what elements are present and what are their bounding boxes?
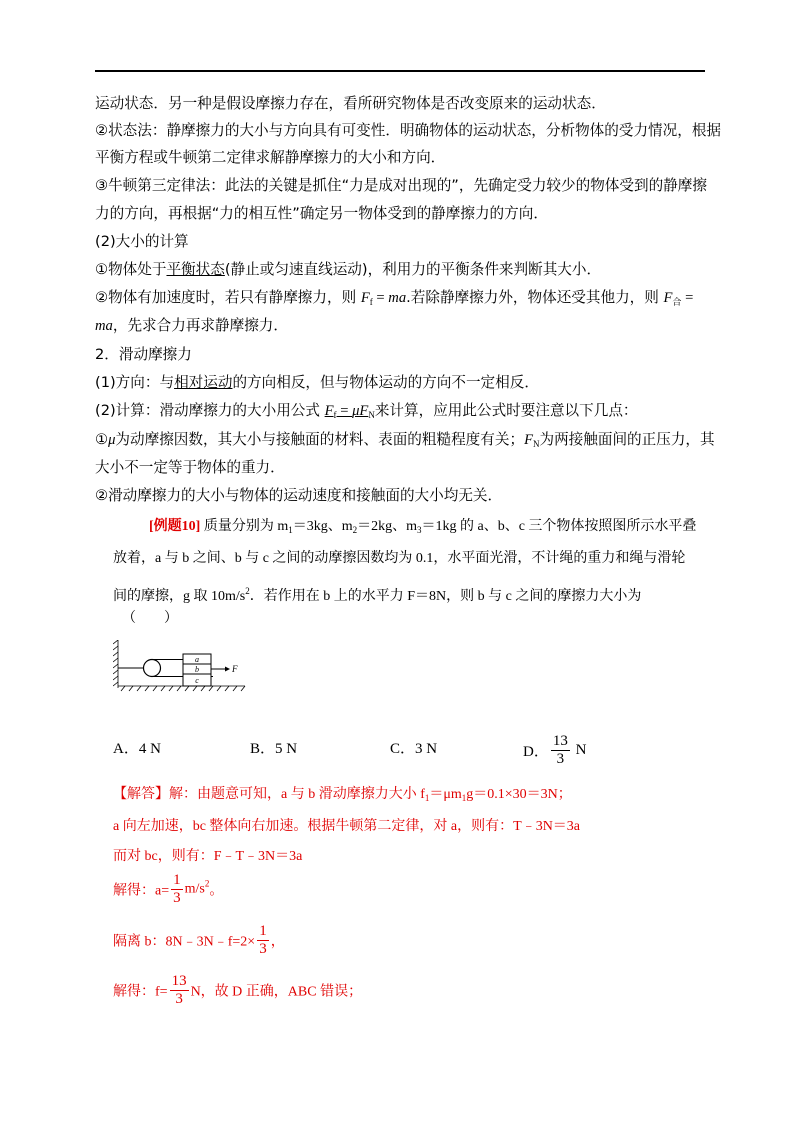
example-line: 放着，a 与 b 之间、b 与 c 之间的动摩擦因数均为 0.1，水平面光滑，不计绳的重力和绳与滑轮 bbox=[113, 551, 686, 566]
text-line: ②状态法：静摩擦力的大小与方向具有可变性．明确物体的运动状态，分析物体的受力情况，根据 bbox=[95, 122, 722, 139]
text-line: 力的方向，再根据“力的相互性”确定另一物体受到的静摩擦力的方向． bbox=[95, 205, 548, 222]
text-line: ma，先求合力再求静摩擦力． bbox=[95, 317, 288, 334]
arrow-head-icon bbox=[225, 667, 230, 672]
label-c: c bbox=[195, 676, 199, 685]
text-line: 大小不一定等于物体的重力． bbox=[95, 459, 285, 476]
section-heading: (2)大小的计算 bbox=[95, 233, 189, 250]
answer-line: 【解答】解：由题意可知，a 与 b 滑动摩擦力大小 $f_1=\mu m_1g=0.1\times 30=3N$； bbox=[113, 786, 572, 803]
answer-tag: 【解答】 bbox=[113, 786, 169, 802]
option-c: C．3 N bbox=[390, 741, 438, 757]
pulley bbox=[144, 660, 161, 677]
text-line: ①物体处于平衡状态(静止或匀速直线运动)，利用力的平衡条件来判断其大小． bbox=[95, 261, 602, 278]
text-line: ②滑动摩擦力的大小与物体的运动速度和接触面的大小均无关． bbox=[95, 487, 503, 504]
answer-line: 而对 bc，则有：F﹣T﹣3N＝3a bbox=[113, 849, 303, 864]
section-heading: 2．滑动摩擦力 bbox=[95, 346, 192, 363]
text-line: ①μ为动摩擦因数，其大小与接触面的材料、表面的粗糙程度有关；$F_N$为两接触面间的正压力，其 bbox=[95, 431, 715, 449]
label-a: a bbox=[195, 655, 199, 664]
pulley-block-figure bbox=[113, 640, 253, 692]
answer-line: 解得：a= $\frac{1}{3}$ $m/s^2$。 bbox=[113, 872, 224, 906]
label-F: F bbox=[232, 664, 238, 674]
option-d: D． $\frac{13}{3}$ N bbox=[523, 733, 587, 767]
option-b: B．5 N bbox=[250, 741, 298, 757]
answer-line: 隔离 b：8N﹣3N﹣f=2× $\frac{1}{3}$ ， bbox=[113, 923, 285, 957]
underlined-term: 平衡状态 bbox=[166, 261, 225, 278]
answer-line: 解得：f= $\frac{13}{3}$ N，故 D 正确，ABC 错误； bbox=[113, 973, 363, 1007]
label-b: b bbox=[195, 665, 199, 674]
formula: $F_f = \mu F_N$ bbox=[324, 403, 375, 420]
answer-blank: （ ） bbox=[122, 611, 178, 626]
text-line: ③牛顿第三定律法：此法的关键是抓住“力是成对出现的”，先确定受力较少的物体受到的静摩擦 bbox=[95, 177, 707, 194]
floor-hatch bbox=[118, 686, 245, 691]
text-line: ②物体有加速度时，若只有静摩擦力，则 $F_f$ = ma.若除静摩擦力外，物体还受其他力，则 $F_合$ = bbox=[95, 289, 694, 308]
text-line: (2)计算：滑动摩擦力的大小用公式 $F_f = \mu F_N$来计算，应用此公式时要注意以下几点： bbox=[95, 402, 638, 420]
option-a: A．4 N bbox=[113, 741, 161, 757]
example-line: [例题10] 质量分别为 $m_1=3kg$、$m_2=2kg$、$m_3=1kg$ 的 a、b、c 三个物体按照图所示水平叠 bbox=[149, 519, 697, 535]
answer-line: a 向左加速，bc 整体向右加速。根据牛顿第二定律，对 a，则有：T﹣3N＝3a bbox=[113, 819, 581, 834]
header-rule bbox=[95, 70, 705, 72]
wall-hatch bbox=[113, 640, 118, 688]
underlined-term: 相对运动 bbox=[174, 374, 233, 391]
text-line: 平衡方程或牛顿第二定律求解静摩擦力的大小和方向． bbox=[95, 149, 446, 166]
text-line: 运动状态．另一种是假设摩擦力存在，看所研究物体是否改变原来的运动状态． bbox=[95, 95, 606, 112]
example-line: 间的摩擦，g 取 $10m/s^2$．若作用在 b 上的水平力 F＝8N，则 b 与 c 之间的摩擦力大小为 bbox=[113, 586, 642, 604]
text-line: (1)方向：与相对运动的方向相反，但与物体运动的方向不一定相反． bbox=[95, 374, 539, 391]
example-tag: [例题10] bbox=[149, 519, 201, 534]
